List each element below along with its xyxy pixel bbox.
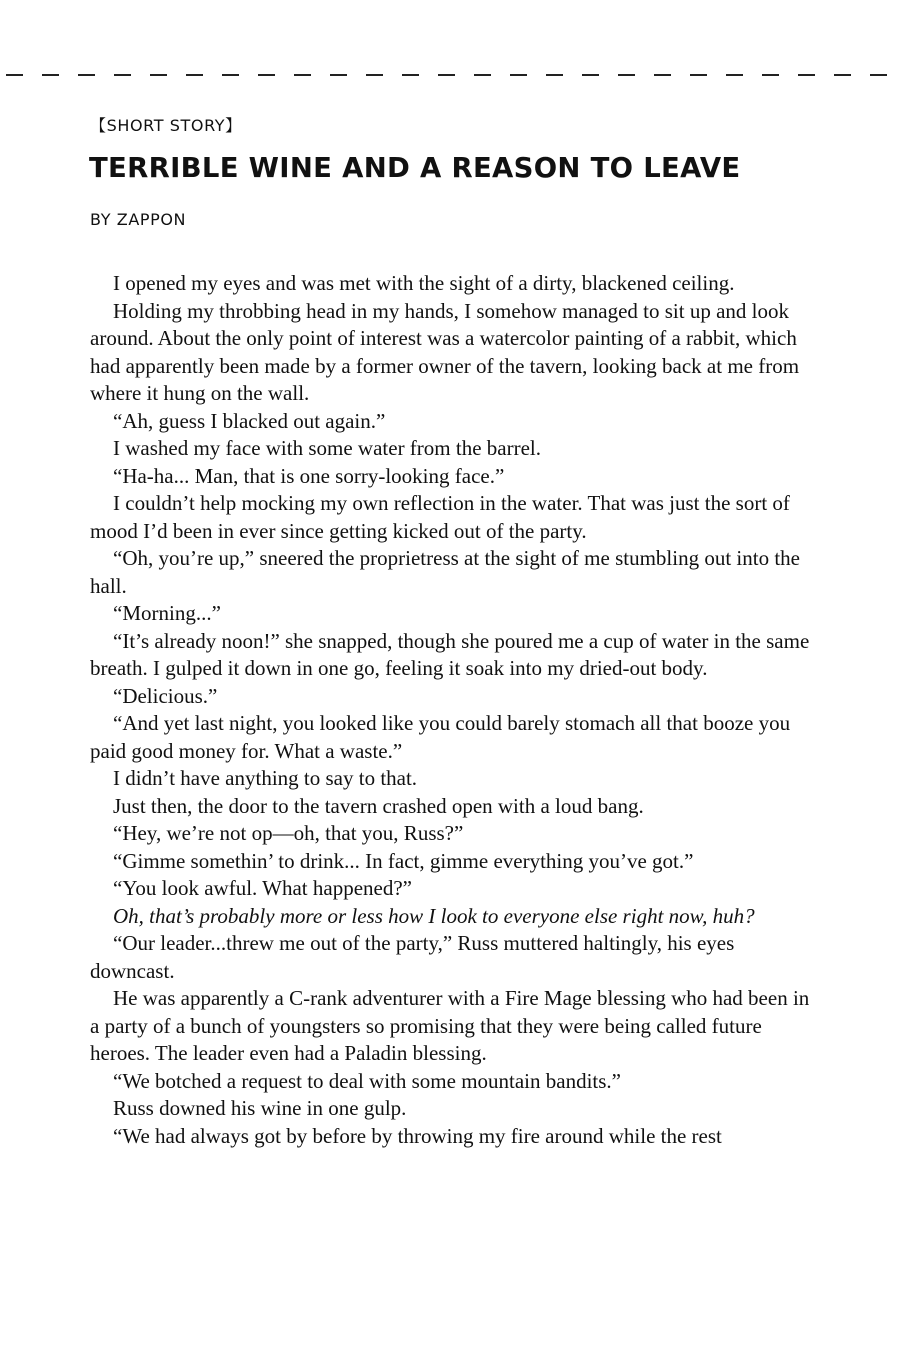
- paragraph: “Ah, guess I blacked out again.”: [113, 408, 386, 433]
- paragraph: “It’s already noon!” she snapped, though she poured me a cup of water in the same breath. I gulped it down in one go, feeling it soak into my dried-out body.: [90, 628, 810, 680]
- paragraph: “Ha-ha... Man, that is one sorry-looking face.”: [113, 463, 505, 488]
- paragraph: “Our leader...threw me out of the party,” Russ muttered haltingly, his eyes downcast.: [90, 931, 735, 983]
- paragraph: Just then, the door to the tavern crashed open with a loud bang.: [113, 793, 644, 818]
- paragraph: “And yet last night, you looked like you could barely stomach all that booze you paid good money for. What a waste.”: [90, 711, 791, 763]
- paragraph: He was apparently a C-rank adventurer with a Fire Mage blessing who had been in a party of a bunch of youngsters so promising that they were being called future heroes. The leader even had a Paladin blessing.: [90, 986, 810, 1065]
- paragraph: “Gimme somethin’ to drink... In fact, gimme everything you’ve got.”: [113, 848, 694, 873]
- paragraph: “You look awful. What happened?”: [113, 876, 412, 900]
- dashed-cut-line: [0, 74, 900, 76]
- paragraph: I didn’t have anything to say to that.: [113, 766, 418, 790]
- paragraph: “We botched a request to deal with some mountain bandits.”: [113, 1068, 621, 1093]
- author-byline: BY ZAPPON: [90, 210, 187, 229]
- paragraph: I washed my face with some water from the barrel.: [113, 436, 541, 460]
- story-title: TERRIBLE WINE AND A REASON TO LEAVE: [89, 152, 741, 184]
- story-body: [90, 270, 820, 1150]
- paragraph: Russ downed his wine in one gulp.: [113, 1096, 407, 1120]
- paragraph: I opened my eyes and was met with the sight of a dirty, blackened ceiling.: [113, 271, 735, 295]
- paragraph: “Delicious.”: [113, 683, 218, 708]
- paragraph: “Hey, we’re not op—oh, that you, Russ?”: [113, 821, 464, 845]
- paragraph: “Morning...”: [113, 601, 221, 625]
- paragraph: Holding my throbbing head in my hands, I somehow managed to sit up and look around. About the only point of interest was a watercolor painting of a rabbit, which had apparently been made by a former owner of the tavern, looking back at me from where it hung on the wall.: [90, 298, 800, 405]
- section-label: 【SHORT STORY】: [90, 116, 242, 135]
- paragraph-italic-thought: Oh, that’s probably more or less how I look to everyone else right now, huh?: [113, 903, 755, 928]
- paragraph: “Oh, you’re up,” sneered the proprietress at the sight of me stumbling out into the hall.: [90, 546, 801, 598]
- paragraph: “We had always got by before by throwing my fire around while the rest: [113, 1123, 722, 1148]
- paragraph: I couldn’t help mocking my own reflection in the water. That was just the sort of mood I’d been in ever since getting kicked out of the party.: [90, 491, 790, 543]
